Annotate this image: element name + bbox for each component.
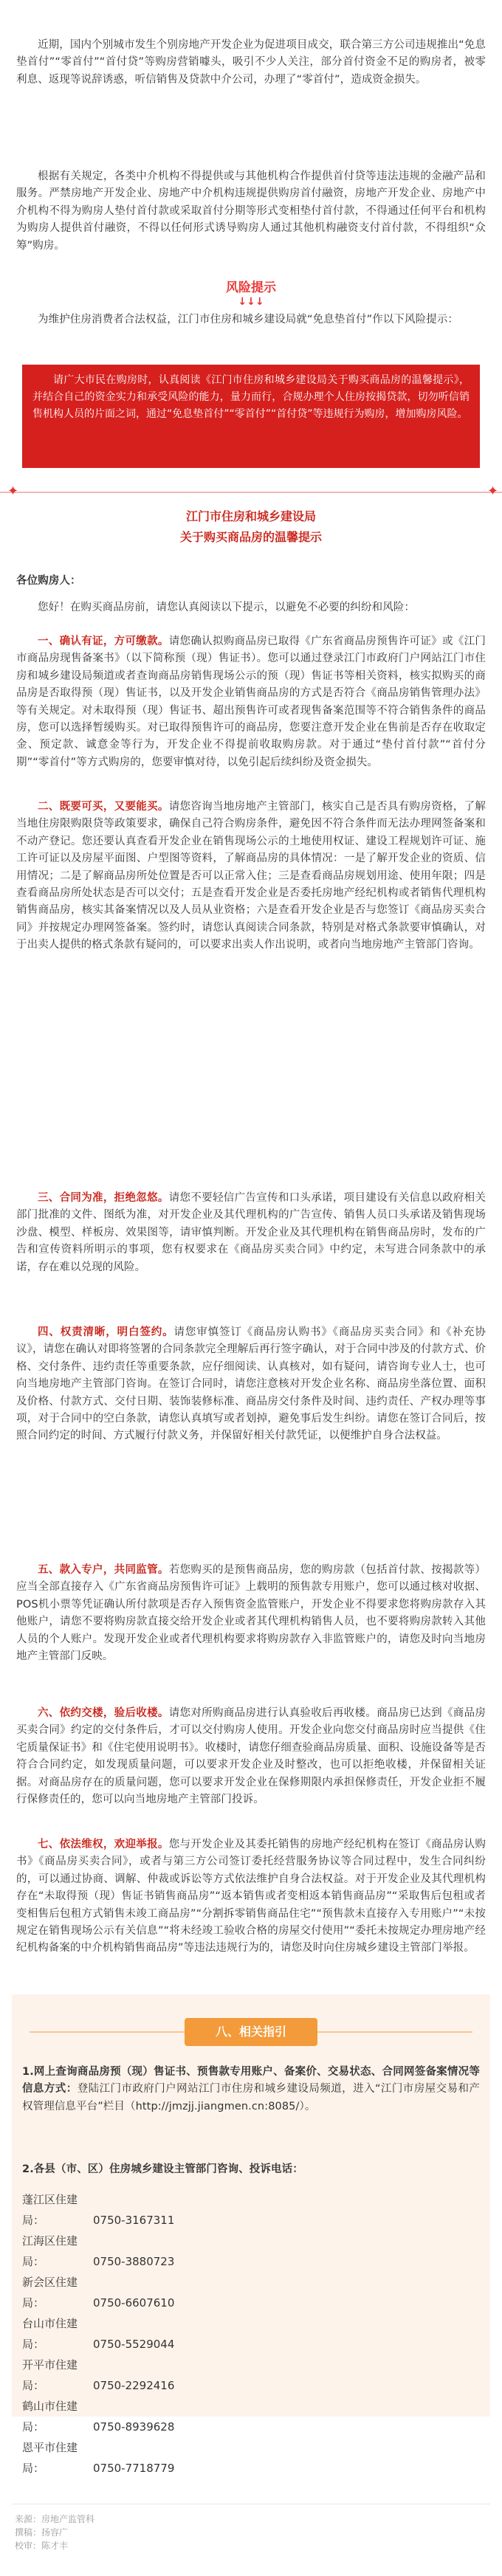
risk-warning-text: 请广大市民在购房时，认真阅读《江门市住房和城乡建设局关于购买商品房的温馨提示》，并结合自己的资金实力和承受风险的能力，量力而行，合规办理个人住房按揭贷款，切勿听信销售机构人员的片面之词，通过“免息垫首付”“零首付”“首付贷”等违规行为购房，增加购房风险。 — [32, 374, 470, 420]
footer-source: 来源：房地产监管科 — [15, 2514, 95, 2524]
guide-item-2 — [22, 2161, 480, 2178]
risk-lead — [16, 311, 486, 328]
risk-lead-text: 为维护住房消费者合法权益，江门市住房和城乡建设局就“免息垫首付”作以下风险提示： — [38, 314, 459, 326]
phone-row — [22, 2231, 465, 2272]
phone-city: 台山市住建局： — [22, 2317, 78, 2351]
phone-number[interactable]: 0750-2292416 — [93, 2379, 175, 2392]
section-6-head: 六、依约交楼，验后收楼。 — [38, 1707, 169, 1719]
section-3-body: 请您不要轻信广告宣传和口头承诺，项目建设有关信息以政府相关部门批准的文件、图纸为准，对开发企业及其代理机构的广告宣传、销售人员口头承诺及销售现场沙盘、模型、样板房、效果图等，请审慎判断。开发企业及其代理机构在销售商品房时，发布的广告和宣传资料所明示的事项，您有权要求在《商品房买卖合同》中约定，未写进合同条款中的承诺，存在难以兑现的风险。 — [16, 1192, 486, 1273]
phone-row — [22, 2437, 465, 2479]
section-5-head: 五、款入专户，共同监管。 — [38, 1564, 169, 1576]
section-6-body: 请您对所购商品房进行认真验收后再收楼。商品房已达到《商品房买卖合同》约定的交付条件后，才可以交付购房人使用。开发企业向您交付商品房时应当提供《住宅质量保证书》和《住宅使用说明书》。收楼时，请您仔细查验商品房质量、面积、设施设备等是否符合合同约定，如发现质量问题，可以要求开发企业及时整改，也可以拒绝收楼，并保留相关证据。对商品房存在的质量问题，您可以要求开发企业在保修期限内承担保修责任，开发企业拒不履行保修责任的，您可以向当地房地产主管部门投诉。 — [16, 1707, 486, 1806]
risk-arrows: ↓↓↓ — [238, 296, 264, 308]
letter-section-5 — [16, 1562, 486, 1665]
letter-title: 关于购买商品房的温馨提示 — [179, 530, 322, 544]
phone-city: 蓬江区住建局： — [22, 2193, 78, 2227]
section-2-body: 请您咨询当地房地产主管部门，核实自己是否具有购房资格，了解当地住房限购限贷等政策要求，确保自己符合购房条件，避免因不符合条件而无法办理网签备案和不动产登记。您还要认真查看开发企业在销售现场公示的土地使用权证、建设工程规划许可证、施工许可证以及房屋平面图、户型图等资料，了解商品房的具体情况：一是了解开发企业的资质、信用情况；二是了解商品房所处位置是否可以正常入住；三是查看商品房规划用途、使用年限；四是查看商品房所处状态是否可以交付；五是查看开发企业是否委托房地产经纪机构或者销售代理机构销售商品房，核实其备案情况以及人员从业资格；六是查看开发企业是否与您签订《商品房买卖合同》并按规定办理网签备案。签约时，请您认真阅读合同条款，特别是对格式条款要审慎确认，对于出卖人提供的格式条款有疑问的，可以要求出卖人作出说明，或者向当地房地产主管部门咨询。 — [16, 801, 486, 951]
letter-section-1 — [16, 633, 486, 771]
phone-city: 江海区住建局： — [22, 2234, 78, 2268]
phone-number[interactable]: 0750-3167311 — [93, 2214, 175, 2227]
letter-section-2 — [16, 799, 486, 954]
intro-paragraph-1: 近期，国内个别城市发生个别房地产开发企业为促进项目成交，联合第三方公司违规推出“免息垫首付”“零首付”“首付贷”等购房营销噱头，吸引不少人关注，部分首付资金不足的购房者，被零利息、返现等说辞诱惑，听信销售及贷款中介公司，办理了“零首付”，造成资金损失。 — [16, 39, 486, 86]
letter-salutation — [16, 573, 486, 590]
phone-number[interactable]: 0750-8939628 — [93, 2420, 175, 2434]
phone-city: 鹤山市住建局： — [22, 2400, 78, 2434]
phone-city: 恩平市住建局： — [22, 2441, 78, 2475]
intro-paragraph-2: 根据有关规定，各类中介机构不得提供或与其他机构合作提供首付贷等违法违规的金融产品和服务。严禁房地产开发企业、房地产中介机构违规提供购房首付融资，房地产开发企业、房地产中介机构不得为购房人垫付首付款或采取首付分期等形式变相垫付首付款，不得通过任何平台和机构为购房人提供首付融资，不得以任何形式诱导购房人通过其他机构融资支付首付款，不得组织“众筹”购房。 — [16, 171, 486, 252]
footer-proof: 校审：陈才丰 — [15, 2541, 69, 2551]
guide-item-2-head: 2.各县（市、区）住房城乡建设主管部门咨询、投诉电话： — [22, 2163, 303, 2175]
section-3-head: 三、合同为准，拒绝忽悠。 — [38, 1192, 169, 1204]
section-1-head: 一、确认有证，方可缴款。 — [38, 636, 169, 647]
letter-section-6 — [16, 1705, 486, 1808]
divider-ornament-icon-right: ✦ — [487, 483, 499, 499]
section-7-body: 您与开发企业及其委托销售的房地产经纪机构在签订《商品房认购书》《商品房买卖合同》，或者与第三方公司签订委托经营服务协议等合同过程中，发生合同纠纷的，可以通过协商、调解、仲裁或诉讼等方式依法维护自身合法权益。对于开发企业及其代理机构存在“未取得预（现）售证书销售商品房”“返本销售或者变相返本销售商品房”“采取售后包租或者变相售后包租方式销售未竣工商品房”“分割拆零销售商品住宅”“预售款未直接存入专用账户”“未按规定在销售现场公示有关信息”“将未经竣工验收合格的房屋交付使用”“委托未按规定办理房地产经纪机构备案的中介机构销售商品房”等违法违规行为的，请您及时向住房城乡建设主管部门举报。 — [16, 1839, 486, 1955]
opening-text: 您好！在购买商品房前，请您认真阅读以下提示，以避免不必要的纠纷和风险： — [38, 602, 415, 613]
guide-item-1 — [22, 2064, 480, 2115]
letter-section-7 — [16, 1836, 486, 1957]
section-divider — [0, 492, 502, 493]
section-4-body: 请您审慎签订《商品房认购书》《商品房买卖合同》和《补充协议》，请您在确认对即将签署的合同条款完全理解后再行签字确认，对于合同中涉及的付款方式、价格、交付条件、违约责任等重要条款，应仔细阅读、认真核对，如有疑问，请咨询专业人士，也可向当地房地产主管部门咨询。在签订合同时，请您注意核对开发企业名称、商品房坐落位置、面积及价格、付款方式、交付日期、装饰装修标准、商品房交付条件及时间、违约责任、产权办理等事项，对于合同中的空白条款，请您认真填写或者划掉，避免事后发生纠纷。请您在签订合同后，按照合同约定的时间、方式履行付款义务，并保留好相关付款凭证，以便维护自身合法权益。 — [16, 1326, 486, 1442]
divider-ornament-icon: ✦ — [7, 483, 19, 499]
letter-section-3 — [16, 1190, 486, 1276]
guide-banner: 八、相关指引 — [185, 2018, 317, 2046]
guide-item-1-body: 登陆江门市政府门户网站江门市住房和城乡建设局频道，进入“江门市房屋交易和产权管理信息平台”栏目（http://jmzjj.jiangmen.cn:8085/）。 — [22, 2083, 480, 2112]
section-5-body: 若您购买的是预售商品房，您的购房款（包括首付款、按揭款等）应当全部直接存入《广东省商品房预售许可证》上载明的预售款专用账户，您可以通过核对收据、POS机小票等凭证确认所付款项是否存入预售资金监管账户，开发企业不得要求您将购房款存入其他账户，请您不要将购房款直接交给开发企业或者其代理机构销售人员，也不要将购房款转入其他人员的个人账户。发现开发企业或者代理机构要求将购房款存入非监管账户的，请您及时向当地房地产主管部门反映。 — [16, 1564, 486, 1663]
intro-section-2 — [16, 168, 486, 255]
section-1-body: 请您确认拟购商品房已取得《广东省商品房预售许可证》或《江门市商品房现售备案书》（以下简称预（现）售证书）。您可以通过登录江门市政府门户网站江门市住房和城乡建设局频道或者查询商品房销售现场公示的预（现）售证书等相关资料，核实拟购买的商品房是否取得预（现）售证书，以及开发企业销售商品房的方式是否符合《商品房销售管理办法》等有关规定。对未取得预（现）售证书、超出预售许可或者现售备案范围等不符合销售条件的商品房，您可以选择暂缓购买。对已取得预售许可的商品房，您要注意开发企业在售前是否存在收取定金、预定款、诚意金等行为，开发企业不得提前收取购房款。对于通过“垫付首付款”“首付分期”“零首付”等方式购房的，您要审慎对待，以免引起后续纠纷及资金损失。 — [16, 636, 486, 768]
risk-warning-box — [22, 365, 480, 468]
footer-editor: 撰稿：扬容广 — [15, 2527, 69, 2538]
footer — [15, 2513, 487, 2552]
salutation-text: 各位购房人： — [16, 575, 81, 587]
phone-number[interactable]: 0750-3880723 — [93, 2255, 175, 2268]
phone-row — [22, 2396, 465, 2437]
phone-list — [22, 2189, 465, 2479]
section-2-head: 二、既要可买，又要能买。 — [38, 801, 169, 813]
phone-number[interactable]: 0750-6607610 — [93, 2296, 175, 2310]
intro-section — [16, 37, 486, 89]
phone-row — [22, 2272, 465, 2313]
section-7-head: 七、依法维权，欢迎举报。 — [38, 1839, 169, 1850]
phone-row — [22, 2355, 465, 2396]
phone-city: 开平市住建局： — [22, 2358, 78, 2392]
phone-number[interactable]: 0750-5529044 — [93, 2338, 175, 2351]
letter-org: 江门市住房和城乡建设局 — [185, 509, 316, 523]
section-4-head: 四、权责清晰，明白签约。 — [38, 1326, 174, 1338]
phone-row — [22, 2313, 465, 2355]
phone-city: 新会区住建局： — [22, 2276, 78, 2310]
phone-number[interactable]: 0750-7718779 — [93, 2462, 175, 2475]
phone-row — [22, 2189, 465, 2231]
risk-title: 风险提示 — [226, 280, 276, 295]
letter-section-4 — [16, 1324, 486, 1445]
letter-opening — [16, 599, 486, 616]
guide-item-1-head: 1.网上查询商品房预（现）售证书、预售款专用账户、备案价、交易状态、合同网签备案情况等信息方式： — [22, 2066, 480, 2095]
